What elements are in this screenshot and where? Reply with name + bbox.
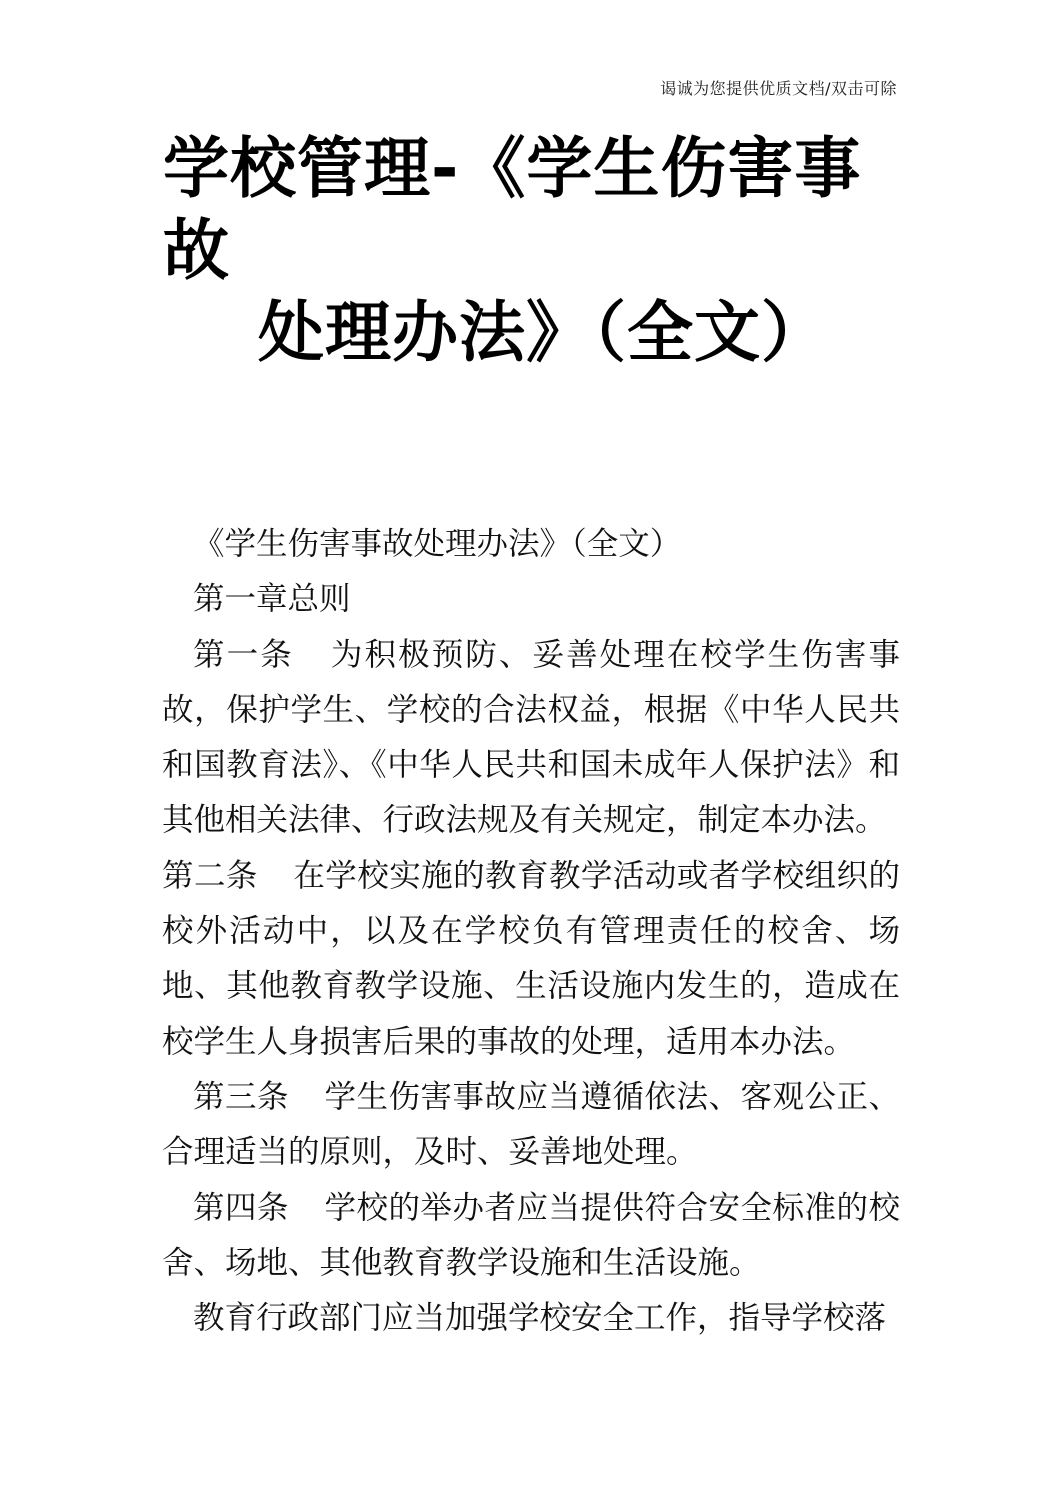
article-4 <box>162 1181 900 1292</box>
doc-heading: 《学生伤害事故处理办法》（全文） <box>193 526 682 562</box>
article-2 <box>162 849 900 1070</box>
paragraph: 教育行政部门应当加强学校安全工作，指导学校落 <box>193 1300 887 1337</box>
title-line-1: 学校管理-《学生伤害事故 <box>163 130 862 289</box>
article-text: 学生伤害事故应当遵循依法、客观公正、合理适当的原则，及时、妥善地处理。 <box>162 1078 900 1171</box>
article-text: 在学校实施的教育教学活动或者学校组织的校外活动中，以及在学校负有管理责任的校舍、场地、其他教育教学设施、生活设施内发生的，造成在校学生人身损害后果的事故的处理，适用本办法。 <box>162 857 900 1060</box>
article-text: 为积极预防、妥善处理在校学生伤害事故，保护学生、学校的合法权益，根据《中华人民共和国教育法》、《中华人民共和国未成年人保护法》和其他相关法律、行政法规及有关规定，制定本办法。 <box>162 636 900 839</box>
document-title <box>163 128 903 374</box>
header-note: 谒诚为您提供优质文档/双击可除 <box>660 79 897 98</box>
article-3 <box>162 1070 900 1181</box>
article-1 <box>162 628 900 849</box>
article-label: 第二条 <box>162 857 258 894</box>
document-body <box>162 517 900 1346</box>
article-text: 学校的举办者应当提供符合安全标准的校舍、场地、其他教育教学设施和生活设施。 <box>162 1189 900 1281</box>
chapter-heading: 第一章总则 <box>193 581 351 618</box>
article-label: 第四条 <box>193 1189 289 1226</box>
article-label: 第三条 <box>193 1078 289 1115</box>
article-label: 第一条 <box>193 636 294 673</box>
title-line-2: 处理办法》（全文） <box>258 294 828 371</box>
